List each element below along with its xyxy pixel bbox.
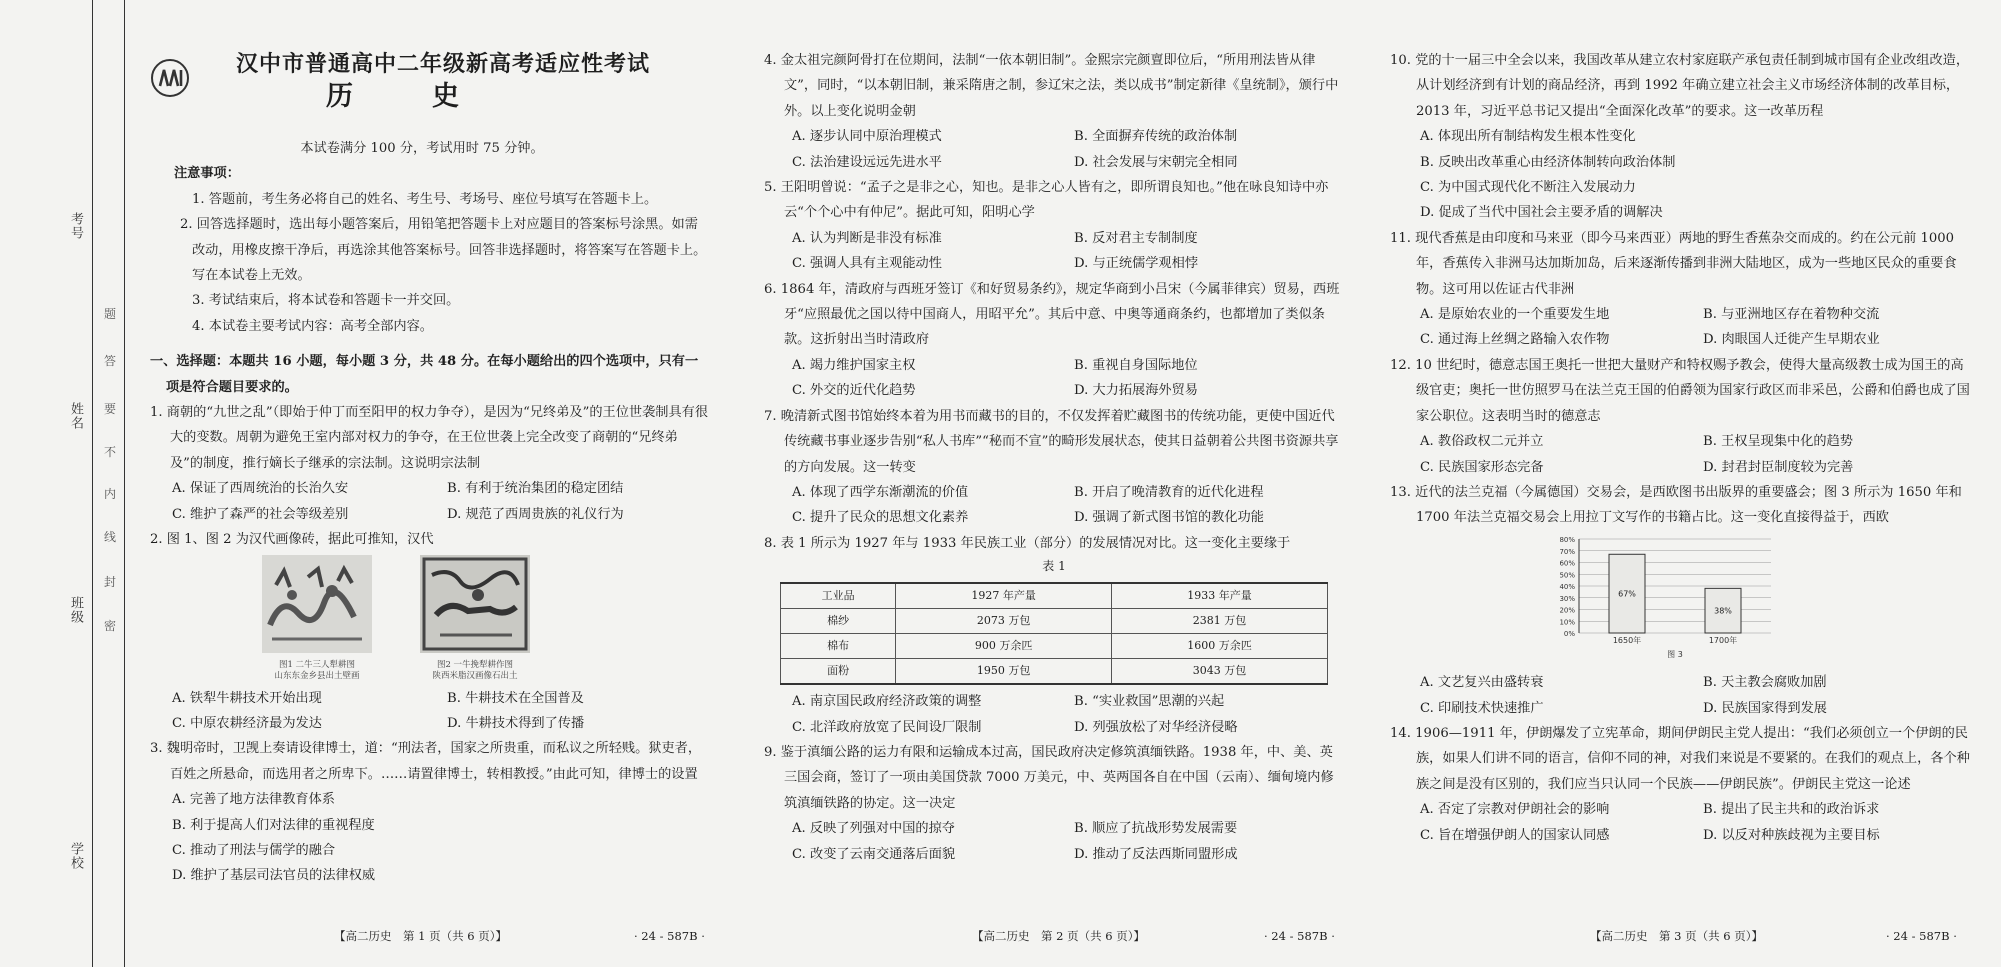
margin-label-class: 班级	[68, 596, 83, 624]
option-b[interactable]: B. 与亚洲地区存在着物种交流	[1703, 307, 1880, 323]
seal-char: 要	[104, 402, 117, 416]
table-cell: 900 万余匹	[896, 634, 1112, 659]
y-tick-label: 50%	[1559, 570, 1575, 579]
question-4	[764, 48, 1344, 175]
option-a[interactable]: A. 体现了西学东渐潮流的价值	[792, 484, 969, 500]
margin-label-school: 学校	[68, 842, 83, 870]
seal-char: 密	[104, 619, 117, 633]
question-stem: 10. 党的十一届三中全会以来，我国改革从建立农村家庭联产承包责任制到城市国有企业改组改造，从计划经济到有计划的商品经济，再到 1992 年确立建立社会主义市场经济体制的改革目标，2013 年，习近平总书记又提出“全面深化改革”的要求。这一改革历程	[1390, 53, 1970, 119]
table-header-row	[781, 583, 1328, 609]
option-d[interactable]: D. 列强放松了对华经济侵略	[1074, 719, 1238, 735]
y-tick-label: 20%	[1559, 606, 1575, 615]
question-stem: 7. 晚清新式图书馆始终本着为用书而藏书的目的，不仅发挥着贮藏图书的传统功能，更使中国近代传统藏书事业逐步告别“私人书库”“秘而不宣”的畸形发展状态，使其日益朝着公共图书资源共享的方向发展。这一转变	[764, 408, 1339, 475]
margin-label-exam-number: 考号	[68, 212, 83, 240]
figure-3	[1390, 533, 1974, 670]
note-item: 4. 本试卷主要考试内容：高考全部内容。	[192, 318, 433, 334]
question-1	[134, 400, 710, 527]
note-item: 3. 考试结束后，将本试卷和答题卡一并交回。	[192, 293, 460, 309]
option-a[interactable]: A. 铁犁牛耕技术开始出现	[172, 690, 322, 706]
question-stem: 4. 金太祖完颜阿骨打在位期间，法制“一依本朝旧制”。金熙宗完颜亶即位后，“所用刑法皆从律文”，同时，“以本朝旧制，兼采隋唐之制，参辽宋之法，类以成书”制定新律《皇统制》，颁行中外。以上变化说明金朝	[764, 53, 1339, 119]
question-stem: 12. 10 世纪时，德意志国王奥托一世把大量财产和特权赐予教会，使得大量高级教士成为国王的高级官吏；奥托一世仿照罗马在法兰克王国的伯爵领为国家行政区而非采邑，公爵和伯爵也成了国家公职位。这表明当时的德意志	[1390, 357, 1970, 424]
option-c[interactable]: C. 北洋政府放宽了民间设厂限制	[792, 719, 982, 735]
table-caption: 表 1	[1042, 559, 1066, 574]
question-stem: 13. 近代的法兰克福（今属德国）交易会，是西欧图书出版界的重要盛会；图 3 所示为 1650 年和 1700 年法兰克福交易会上用拉丁文写作的书籍占比。这一变化直接得益于，西欧	[1390, 484, 1962, 526]
option-c[interactable]: C. 民族国家形态完备	[1420, 459, 1544, 475]
option-c[interactable]: C. 提升了民众的思想文化素养	[792, 510, 969, 526]
option-c[interactable]: C. 通过海上丝绸之路输入农作物	[1420, 332, 1610, 348]
seal-char: 封	[104, 575, 117, 589]
table-cell: 1600 万余匹	[1112, 634, 1328, 659]
option-c[interactable]: C. 为中国式现代化不断注入发展动力	[1420, 180, 1636, 196]
question-stem: 1. 商朝的“九世之乱”（即始于仲丁而至阳甲的权力争夺），是因为“兄终弟及”的王位世袭制具有很大的变数。周朝为避免王室内部对权力的争夺，在王位世袭上完全改变了商朝的“兄终弟及”的制度，推行嫡长子继承的宗法制。这说明宗法制	[150, 405, 709, 471]
option-b[interactable]: B. 重视自身国际地位	[1074, 357, 1198, 373]
y-tick-label: 60%	[1559, 559, 1575, 568]
question-13	[1390, 480, 1974, 721]
option-c[interactable]: C. 旨在增强伊朗人的国家认同感	[1420, 827, 1610, 843]
option-d[interactable]: D. 促成了当代中国社会主要矛盾的调解决	[1420, 205, 1663, 221]
question-2	[134, 527, 710, 736]
question-stem: 8. 表 1 所示为 1927 年与 1933 年民族工业（部分）的发展情况对比。这一变化主要缘于	[764, 535, 1291, 551]
y-tick-label: 40%	[1559, 582, 1575, 591]
question-12	[1390, 353, 1974, 480]
seal-char: 答	[104, 354, 117, 368]
option-b[interactable]: B. 反映出改革重心由经济体制转向政治体制	[1420, 154, 1676, 170]
note-item: 1. 答题前，考生务必将自己的姓名、考生号、考场号、座位号填写在答题卡上。	[192, 191, 658, 207]
table-cell: 棉纱	[781, 609, 896, 634]
question-stem: 11. 现代香蕉是由印度和马来亚（即今马来西亚）两地的野生香蕉杂交而成的。约在公元前 1000 年，香蕉传入非洲马达加斯加岛，后来逐渐传播到非洲大陆地区，成为一些地区民众的重要食物。这可用以佐证古代非洲	[1390, 230, 1957, 297]
y-tick-label: 30%	[1559, 594, 1575, 603]
question-9	[764, 740, 1344, 867]
y-tick-label: 80%	[1559, 535, 1575, 544]
option-c[interactable]: C. 强调人具有主观能动性	[792, 256, 942, 272]
question-3	[134, 736, 710, 888]
option-d[interactable]: D. 大力拓展海外贸易	[1074, 383, 1198, 399]
footer-page-label: 【高二历史 第 1 页（共 6 页）】	[334, 929, 508, 943]
option-d[interactable]: D. 社会发展与宋朝完全相同	[1074, 154, 1238, 170]
question-stem: 3. 魏明帝时，卫觊上奏请设律博士，道：“刑法者，国家之所贵重，而私议之所轻贱。狱吏者，百姓之所悬命，而选用者之所卑下。……请置律博士，转相教授。”由此可知，律博士的设置	[150, 741, 702, 782]
option-d[interactable]: D. 牛耕技术得到了传播	[447, 715, 585, 731]
table-row	[781, 659, 1328, 685]
option-a[interactable]: A. 体现出所有制结构发生根本性变化	[1420, 129, 1636, 145]
section-title: 一、选择题：本题共 16 小题，每小题 3 分，共 48 分。在每小题给出的四个选项中，只有一项是符合题目要求的。	[150, 354, 699, 395]
option-c[interactable]: C. 外交的近代化趋势	[792, 383, 916, 399]
footer-code: · 24 - 587B ·	[1886, 929, 1957, 943]
figure-1	[262, 555, 372, 682]
option-d[interactable]: D. 肉眼国人迁徙产生早期农业	[1703, 332, 1880, 348]
option-b[interactable]: B. 王权呈现集中化的趋势	[1703, 434, 1853, 450]
figure-2-caption: 图2 一牛挽犁耕作图 陕西米脂汉画像石出土	[432, 659, 518, 681]
option-b[interactable]: B. 顺应了抗战形势发展需要	[1074, 821, 1238, 837]
table-cell: 棉布	[781, 634, 896, 659]
option-a[interactable]: A. 保证了西周统治的长治久安	[172, 481, 349, 497]
option-a[interactable]: A. 南京国民政府经济政策的调整	[792, 694, 982, 710]
option-d[interactable]: D. 封君封臣制度较为完善	[1703, 459, 1854, 475]
option-c[interactable]: C. 推动了刑法与儒学的融合	[172, 842, 336, 858]
option-d[interactable]: D. 以反对种族歧视为主要目标	[1703, 827, 1880, 843]
question-11	[1390, 226, 1974, 353]
binding-margin	[0, 0, 128, 967]
question-7	[764, 404, 1344, 531]
option-c[interactable]: C. 印刷技术快速推广	[1420, 700, 1544, 716]
question-14	[1390, 721, 1974, 848]
option-a[interactable]: A. 教俗政权二元并立	[1420, 434, 1544, 450]
plowing-relief-image	[262, 555, 372, 653]
table-cell: 2381 万包	[1112, 609, 1328, 634]
notes-title: 注意事项：	[174, 166, 240, 182]
option-b[interactable]: B. 全面摒弃传统的政治体制	[1074, 129, 1238, 145]
exam-header	[134, 0, 710, 112]
exam-title: 汉中市普通高中二年级新高考适应性考试	[236, 51, 651, 77]
option-d[interactable]: D. 民族国家得到发展	[1703, 700, 1827, 716]
footer-page-label: 【高二历史 第 2 页（共 6 页）】	[972, 929, 1146, 943]
y-tick-label: 70%	[1559, 547, 1575, 556]
option-b[interactable]: B. “实业救国”思潮的兴起	[1074, 694, 1225, 710]
y-tick-label: 0%	[1563, 629, 1575, 638]
option-b[interactable]: B. 有利于统治集团的稳定团结	[447, 481, 624, 497]
option-d[interactable]: D. 维护了基层司法官员的法律权威	[172, 868, 376, 884]
exam-logo-icon	[150, 58, 190, 98]
latin-books-chart	[1545, 533, 1785, 661]
table-header: 1933 年产量	[1112, 583, 1328, 609]
option-b[interactable]: B. 牛耕技术在全国普及	[447, 690, 584, 706]
option-b[interactable]: B. 反对君主专制制度	[1074, 230, 1198, 246]
bar-value-label: 38%	[1714, 606, 1732, 616]
option-b[interactable]: B. 提出了民主共和的政治诉求	[1703, 802, 1880, 818]
footer-code: · 24 - 587B ·	[634, 929, 705, 943]
option-a[interactable]: A. 认为判断是非没有标准	[792, 230, 942, 246]
table-cell: 面粉	[781, 659, 896, 685]
option-d[interactable]: D. 推动了反法西斯同盟形成	[1074, 846, 1238, 862]
option-d[interactable]: D. 规范了西周贵族的礼仪行为	[447, 506, 624, 522]
question-10	[1390, 48, 1974, 226]
figure-2	[420, 555, 530, 682]
option-c[interactable]: C. 法治建设远远先进水平	[792, 154, 942, 170]
industry-table	[780, 582, 1328, 685]
option-b[interactable]: B. 开启了晚清教育的近代化进程	[1074, 484, 1264, 500]
seal-char: 题	[104, 307, 117, 321]
question-stem: 6. 1864 年，清政府与西班牙签订《和好贸易条约》，规定华商到小吕宋（今属菲律宾）贸易，西班牙“应照最优之国以待中国商人，用昭平允”。其后中意、中奥等通商条约，也都增加了类似条款。这折射出当时清政府	[764, 281, 1340, 348]
ox-plow-relief-image	[420, 555, 530, 653]
seal-line-outer	[92, 0, 93, 967]
score-info: 本试卷满分 100 分，考试用时 75 分钟。	[300, 141, 544, 156]
table-cell: 1950 万包	[896, 659, 1112, 685]
question-8	[764, 531, 1344, 740]
page-1	[134, 0, 710, 967]
option-a[interactable]: A. 反映了列强对中国的掠夺	[792, 821, 955, 837]
subject-title: 历 史	[326, 81, 485, 112]
option-b[interactable]: B. 利于提高人们对法律的重视程度	[172, 817, 375, 833]
question-stem: 2. 图 1、图 2 为汉代画像砖，据此可推知，汉代	[150, 532, 434, 548]
table-cell: 3043 万包	[1112, 659, 1328, 685]
figure-1-caption: 图1 二牛三人犁耕图 山东东金乡县出土壁画	[274, 659, 360, 681]
table-row	[781, 634, 1328, 659]
y-tick-label: 10%	[1559, 617, 1575, 626]
option-a[interactable]: A. 逐步认同中原治理模式	[792, 129, 942, 145]
footer-code: · 24 - 587B ·	[1264, 929, 1335, 943]
question-5	[764, 175, 1344, 277]
question-stem: 5. 王阳明曾说：“孟子之是非之心，知也。是非之心人皆有之，即所谓良知也。”他在咏良知诗中亦云“个个心中有仲尼”。据此可知，阳明心学	[764, 180, 1329, 221]
x-tick-label: 1700年	[1708, 635, 1738, 645]
option-d[interactable]: D. 与正统儒学观相悖	[1074, 256, 1198, 272]
table-row	[781, 609, 1328, 634]
option-a[interactable]: A. 竭力维护国家主权	[792, 357, 916, 373]
table-header: 1927 年产量	[896, 583, 1112, 609]
table-cell: 2073 万包	[896, 609, 1112, 634]
option-d[interactable]: D. 强调了新式图书馆的教化功能	[1074, 510, 1264, 526]
footer-page-label: 【高二历史 第 3 页（共 6 页）】	[1590, 929, 1764, 943]
option-a[interactable]: A. 文艺复兴由盛转衰	[1420, 675, 1544, 691]
page-2	[764, 0, 1344, 967]
question-6	[764, 277, 1344, 404]
option-b[interactable]: B. 天主教会腐败加剧	[1703, 675, 1827, 691]
chart-caption: 图 3	[1667, 649, 1683, 659]
margin-label-name: 姓名	[68, 402, 83, 430]
note-item: 2. 回答选择题时，选出每小题答案后，用铅笔把答题卡上对应题目的答案标号涂黑。如需改动，用橡皮擦干净后，再选涂其他答案标号。回答非选择题时，将答案写在答题卡上。写在本试卷上无效。	[180, 217, 707, 284]
x-tick-label: 1650年	[1612, 635, 1642, 645]
seal-line-inner	[124, 0, 125, 967]
question-stem: 9. 鉴于滇缅公路的运力有限和运输成本过高，国民政府决定修筑滇缅铁路。1938 年，中、美、英三国会商，签订了一项由美国贷款 7000 万美元，中、英两国各自在中国（云南）、缅甸境内修筑滇缅铁路的协定。这一决定	[764, 744, 1334, 811]
table-header: 工业品	[781, 583, 896, 609]
option-c[interactable]: C. 维护了森严的社会等级差别	[172, 506, 349, 522]
option-a[interactable]: A. 否定了宗教对伊朗社会的影响	[1420, 802, 1610, 818]
seal-char: 线	[104, 530, 117, 544]
option-a[interactable]: A. 是原始农业的一个重要发生地	[1420, 307, 1610, 323]
seal-char: 不	[104, 445, 117, 459]
option-c[interactable]: C. 改变了云南交通落后面貌	[792, 846, 956, 862]
page-3	[1390, 0, 1974, 967]
question-stem: 14. 1906—1911 年，伊朗爆发了立宪革命，期间伊朗民主党人提出：“我们必须创立一个伊朗的民族，如果人们讲不同的语言，信仰不同的神，对我们来说是不要紧的。在我们的观点上，各个种族之间是没有区别的，我们应当只认同一个民族——伊朗民族”。伊朗民主党这一论述	[1390, 725, 1970, 792]
option-a[interactable]: A. 完善了地方法律教育体系	[172, 792, 335, 808]
seal-char: 内	[104, 487, 117, 501]
option-c[interactable]: C. 中原农耕经济最为发达	[172, 715, 322, 731]
bar-value-label: 67%	[1618, 589, 1636, 599]
